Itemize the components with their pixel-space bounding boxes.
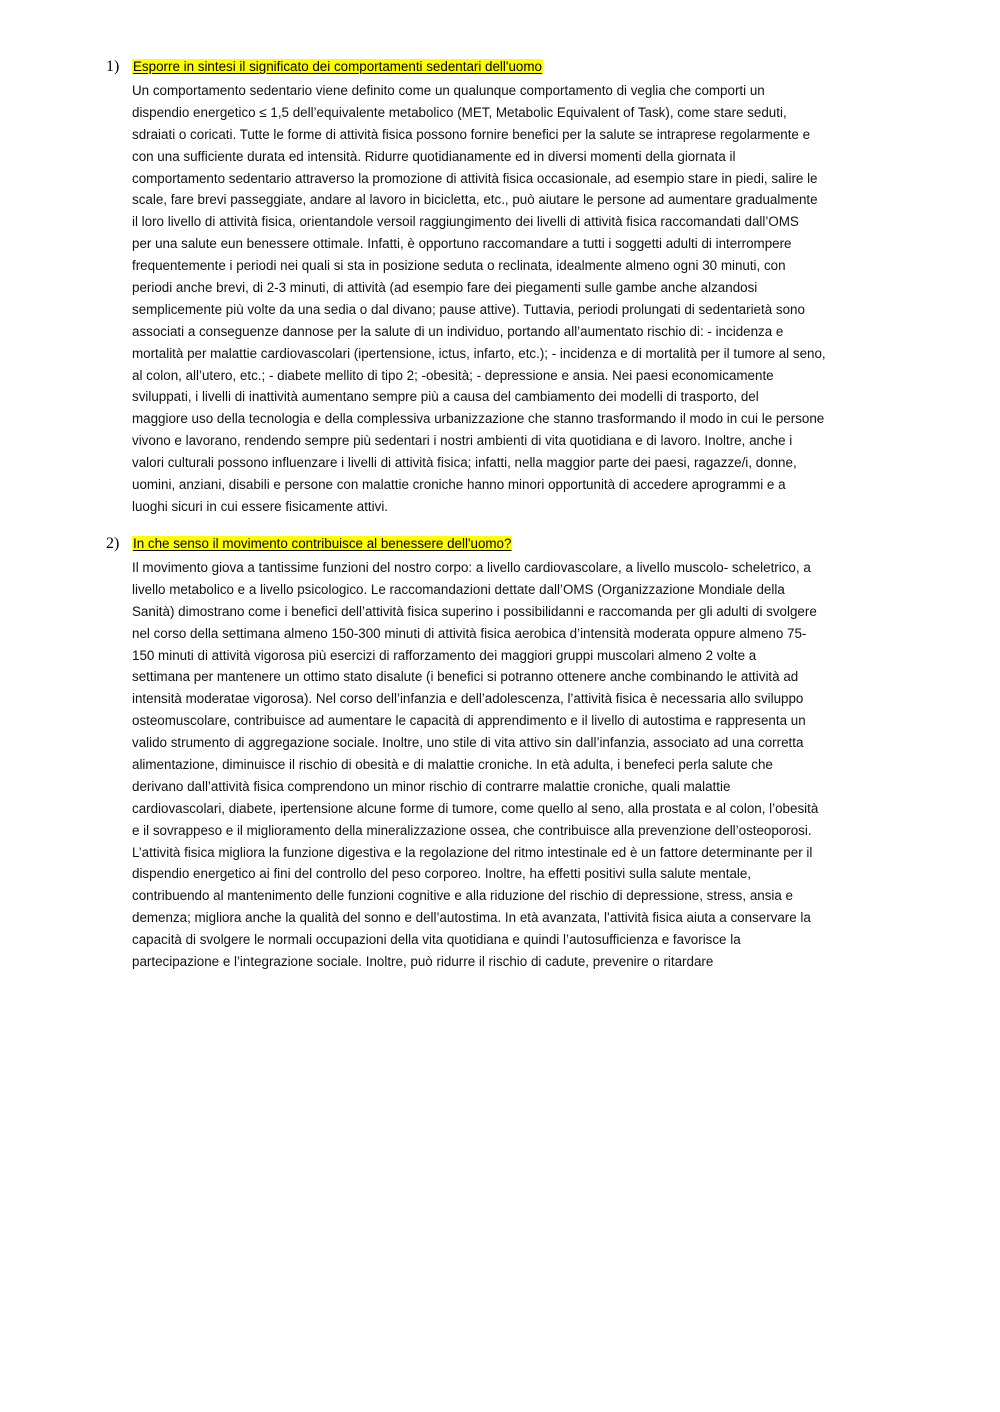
text-line: settimana per mantenere un ottimo stato disalute (i benefici si potranno ottenere anche combinando le attività ad: [132, 669, 799, 685]
answer-text: [132, 80, 864, 518]
text-line: cardiovascolari, diabete, ipertensione alcune forme di tumore, come quello al seno, alla prostata e al colon, l’obesità: [132, 800, 819, 816]
text-line: al colon, all’utero, etc.; - diabete mellito di tipo 2; -obesità; - depressione e ansia. Nei paesi economicamente: [132, 367, 774, 383]
answer-text: [132, 557, 864, 973]
text-line: 150 minuti di attività vigorosa più esercizi di rafforzamento dei maggiori gruppi muscolari almeno 2 volte a: [132, 647, 757, 663]
text-line: osteomuscolare, contribuisce ad aumentare le capacità di apprendimento e il livello di autostima e rappresenta un: [132, 713, 806, 729]
text-line: sviluppati, i livelli di inattività aumentano sempre più a causa del cambiamento dei modelli di trasporto, del: [132, 389, 759, 405]
text-line: e il sovrappeso e il miglioramento della mineralizzazione ossea, che contribuisce alla prevenzione dell’osteoporosi.: [132, 822, 812, 838]
question-header: [106, 58, 866, 80]
question-1: [106, 58, 866, 518]
text-line: Sanità) dimostrano come i benefici dell’attività fisica superino i possibilidanni e raccomanda per gli adulti di svolgere: [132, 603, 817, 619]
text-line: intensità moderatae vigorosa). Nel corso dell’infanzia e dell’adolescenza, l’attività fisica è necessaria allo sviluppo: [132, 691, 804, 707]
text-line: valido strumento di aggregazione sociale. Inoltre, uno stile di vita attivo sin dall’infanzia, associato ad una corretta: [132, 735, 804, 751]
text-line: luoghi sicuri in cui essere fisicamente attivi.: [132, 498, 389, 514]
text-line: capacità di svolgere le normali occupazioni della vita quotidiana e quindi l’autosufficienza e favorisce la: [132, 932, 741, 948]
question-2: [106, 535, 866, 973]
text-line: nel corso della settimana almeno 150-300 minuti di attività fisica aerobica d’intensità moderata oppure almeno 75-: [132, 625, 807, 641]
text-line: demenza; migliora anche la qualità del sonno e dell’autostima. In età avanzata, l’attività fisica aiuta a conservare la: [132, 910, 811, 926]
question-header: [106, 535, 866, 557]
question-title: In che senso il movimento contribuisce al benessere dell'uomo?: [133, 536, 512, 551]
text-line: periodi anche brevi, di 2-3 minuti, di attività (ad esempio fare dei piegamenti sulle gambe anche alzandosi: [132, 280, 758, 296]
text-line: livello metabolico e a livello psicologico. Le raccomandazioni dettate dall’OMS (Organizzazione Mondiale della: [132, 581, 785, 597]
text-line: vivono e lavorano, rendendo sempre più sedentari i nostri ambienti di vita quotidiana e di lavoro. Inoltre, anche i: [132, 433, 793, 449]
text-line: comportamento sedentario attraverso la promozione di attività fisica occasionale, ad esempio stare in piedi, salire le: [132, 170, 818, 186]
text-line: associati a conseguenze dannose per la salute di un individuo, portando all’aumentato rischio di: - incidenza e: [132, 323, 784, 339]
text-line: dispendio energetico ≤ 1,5 dell’equivalente metabolico (MET, Metabolic Equivalent of Task), come stare seduti,: [132, 104, 787, 120]
question-number: 2): [106, 535, 120, 552]
text-line: mortalità per malattie cardiovascolari (ipertensione, ictus, infarto, etc.); - incidenza e di mortalità per il tumore al seno,: [132, 345, 826, 361]
text-line: partecipazione e l’integrazione sociale. Inoltre, può ridurre il rischio di cadute, prevenire o ritardare: [132, 954, 714, 970]
text-line: semplicemente più volte da una sedia o dal divano; pause attive). Tuttavia, periodi prolungati di sedentarietà sono: [132, 301, 805, 317]
text-line: per una salute eun benessere ottimale. Infatti, è opportuno raccomandare a tutti i soggetti adulti di interrompere: [132, 236, 792, 252]
text-line: L’attività fisica migliora la funzione digestiva e la regolazione del ritmo intestinale ed è un fattore determinante per il: [132, 844, 813, 860]
question-number: 1): [106, 58, 120, 75]
text-line: maggiore uso della tecnologia e della complessiva urbanizzazione che stanno trasformando il modo in cui le persone: [132, 411, 825, 427]
text-line: scale, fare brevi passeggiate, andare al lavoro in bicicletta, etc., può aiutare le persone ad aumentare gradualmente: [132, 192, 818, 208]
text-line: Il movimento giova a tantissime funzioni del nostro corpo: a livello cardiovascolare, a livello muscolo- scheletrico, a: [132, 560, 811, 575]
text-line: Un comportamento sedentario viene definito come un qualunque comportamento di veglia che comporti un: [132, 83, 765, 98]
text-line: frequentemente i periodi nei quali si sta in posizione seduta o reclinata, idealmente almeno ogni 30 minuti, con: [132, 258, 786, 274]
text-line: il loro livello di attività fisica, orientandole versoil raggiungimento dei livelli di attività fisica raccomandati dall’OMS: [132, 214, 799, 230]
text-line: valori culturali possono influenzare i livelli di attività fisica; infatti, nella maggior parte dei paesi, ragazze/i, donne,: [132, 455, 797, 471]
question-title: Esporre in sintesi il significato dei comportamenti sedentari dell'uomo: [133, 59, 542, 74]
text-line: alimentazione, diminuisce il rischio di obesità e di malattie croniche. In età adulta, i benefeci perla salute che: [132, 757, 773, 773]
text-line: derivano dall’attività fisica comprendono un minor rischio di contrarre malattie croniche, quali malattie: [132, 778, 731, 794]
text-line: dispendio energetico ai fini del controllo del peso corporeo. Inoltre, ha effetti positivi sulla salute mentale,: [132, 866, 752, 882]
text-line: contribuendo al mantenimento delle funzioni cognitive e alla riduzione del rischio di depressione, stress, ansia e: [132, 888, 793, 904]
text-line: sdraiati o coricati. Tutte le forme di attività fisica possono fornire benefici per la salute se intraprese regolarmente e: [132, 126, 811, 142]
text-line: con una sufficiente durata ed intensità. Ridurre quotidianamente ed in diversi momenti della giornata il: [132, 148, 736, 164]
text-line: uomini, anziani, disabili e persone con malattie croniche hanno minori opportunità di accedere aprogrammi e a: [132, 477, 786, 493]
